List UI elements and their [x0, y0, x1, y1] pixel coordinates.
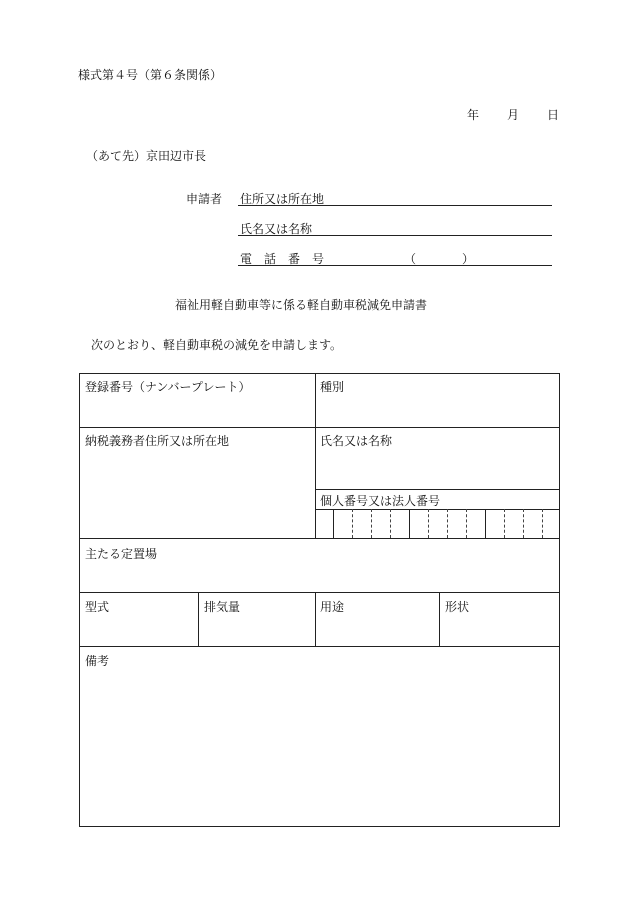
id-digit-separator	[371, 509, 372, 538]
id-number-label: 個人番号又は法人番号	[320, 494, 441, 508]
storage-place-label: 主たる定置場	[85, 547, 158, 561]
registration-number-label: 登録番号（ナンバープレート）	[85, 380, 251, 394]
model-label: 型式	[85, 600, 110, 614]
col-divider-model	[198, 592, 199, 646]
id-digit-separator	[542, 509, 543, 538]
form-number: 様式第４号（第６条関係）	[78, 68, 223, 82]
phone-paren-open: （	[404, 252, 417, 266]
col-divider-usage	[315, 592, 316, 646]
displacement-label: 排気量	[204, 600, 241, 614]
id-digit-separator	[352, 509, 353, 538]
applicant-phone-label: 電 話 番 号	[240, 252, 325, 266]
form-title: 福祉用軽自動車等に係る軽自動車税減免申請書	[175, 298, 428, 312]
shape-label: 形状	[445, 600, 470, 614]
name-label: 氏名又は名称	[320, 434, 393, 448]
remarks-label: 備考	[85, 654, 110, 668]
applicant-label: 申請者	[186, 192, 223, 206]
applicant-phone-line	[238, 265, 552, 266]
row-divider-2	[79, 538, 560, 539]
statement: 次のとおり、軽自動車税の減免を申請します。	[91, 338, 343, 352]
date-year: 年	[467, 108, 480, 122]
id-digit-separator	[409, 509, 410, 538]
id-digit-separator	[447, 509, 448, 538]
id-digit-separator	[333, 509, 334, 538]
date-day: 日	[547, 108, 560, 122]
row-divider-3	[79, 592, 560, 593]
id-digit-separator	[390, 509, 391, 538]
date-month: 月	[507, 108, 520, 122]
id-digit-separator	[523, 509, 524, 538]
id-digit-separator	[504, 509, 505, 538]
row-divider-1	[79, 427, 560, 428]
applicant-name-line	[238, 235, 552, 236]
taxpayer-address-label: 納税義務者住所又は所在地	[85, 434, 230, 448]
row-divider-id	[315, 489, 560, 490]
phone-paren-close: ）	[462, 252, 475, 266]
col-divider-main	[315, 373, 316, 538]
type-label: 種別	[320, 380, 345, 394]
usage-label: 用途	[320, 600, 345, 614]
applicant-address-line	[238, 205, 552, 206]
id-digit-separator	[428, 509, 429, 538]
applicant-name-label: 氏名又は名称	[240, 222, 313, 236]
applicant-address-label: 住所又は所在地	[240, 192, 325, 206]
id-digit-separator	[485, 509, 486, 538]
col-divider-shape	[439, 592, 440, 646]
addressee: （あて先）京田辺市長	[86, 149, 207, 163]
id-digit-separator	[466, 509, 467, 538]
row-divider-4	[79, 646, 560, 647]
